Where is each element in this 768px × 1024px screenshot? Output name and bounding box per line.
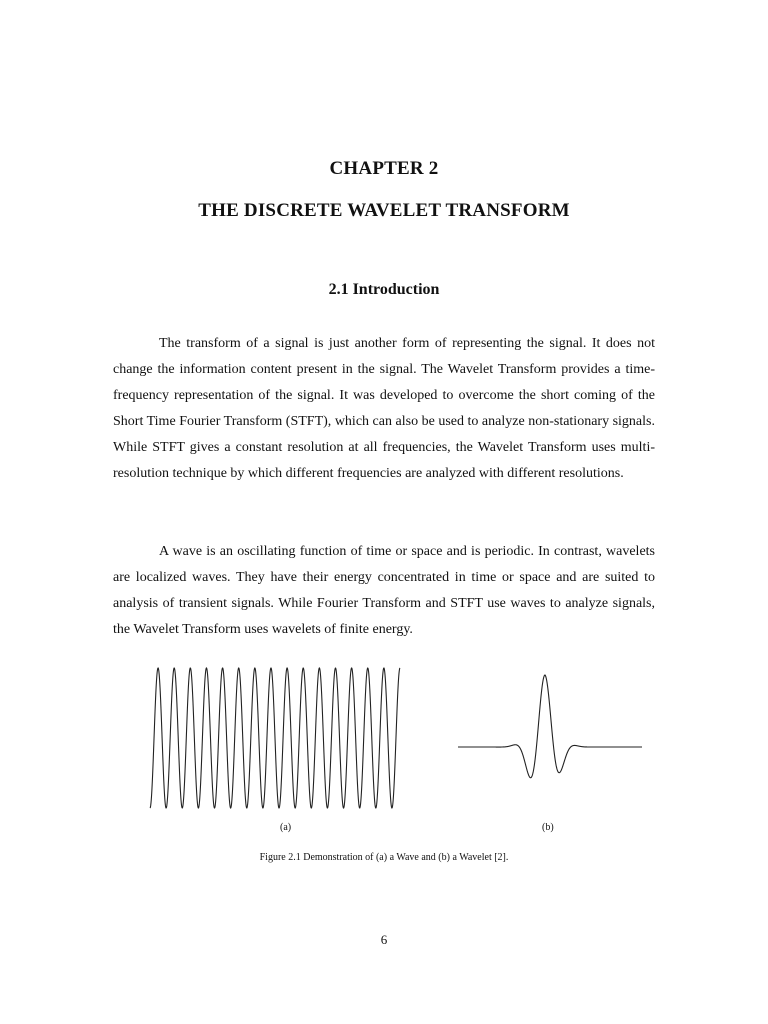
chapter-title: THE DISCRETE WAVELET TRANSFORM xyxy=(198,200,570,221)
page-number: 6 xyxy=(380,932,388,947)
figure-sublabel-b: (b) xyxy=(542,822,554,833)
paragraph-2: A wave is an oscillating function of time or space and is periodic. In contrast, wavelets are localized waves. They have their energy concentrated in time or space and are suited to analysis of transient signals. While Fourier Transform and STFT use waves to analyze signals, the Wavelet Transform uses wavelets of finite energy. xyxy=(113,544,655,637)
chapter-label: CHAPTER 2 xyxy=(329,158,439,179)
wave-plot xyxy=(150,668,400,808)
paragraph-1: The transform of a signal is just another form of representing the signal. It does not change the information content present in the signal. The Wavelet Transform provides a time-frequency representation of the signal. It was developed to overcome the short coming of the Short Time Fourier Transform (STFT), which can also be used to analyze non-stationary signals. While STFT gives a constant resolution at all frequencies, the Wavelet Transform uses multi-resolution technique by which different frequencies are analyzed with different resolutions. xyxy=(113,336,655,481)
figure-caption: Figure 2.1 Demonstration of (a) a Wave and (b) a Wavelet [2]. xyxy=(259,852,509,863)
figure-wave-and-wavelet xyxy=(0,660,768,830)
wavelet-plot xyxy=(458,675,642,778)
section-heading: 2.1 Introduction xyxy=(328,281,440,298)
figure-sublabel-a: (a) xyxy=(280,822,292,833)
